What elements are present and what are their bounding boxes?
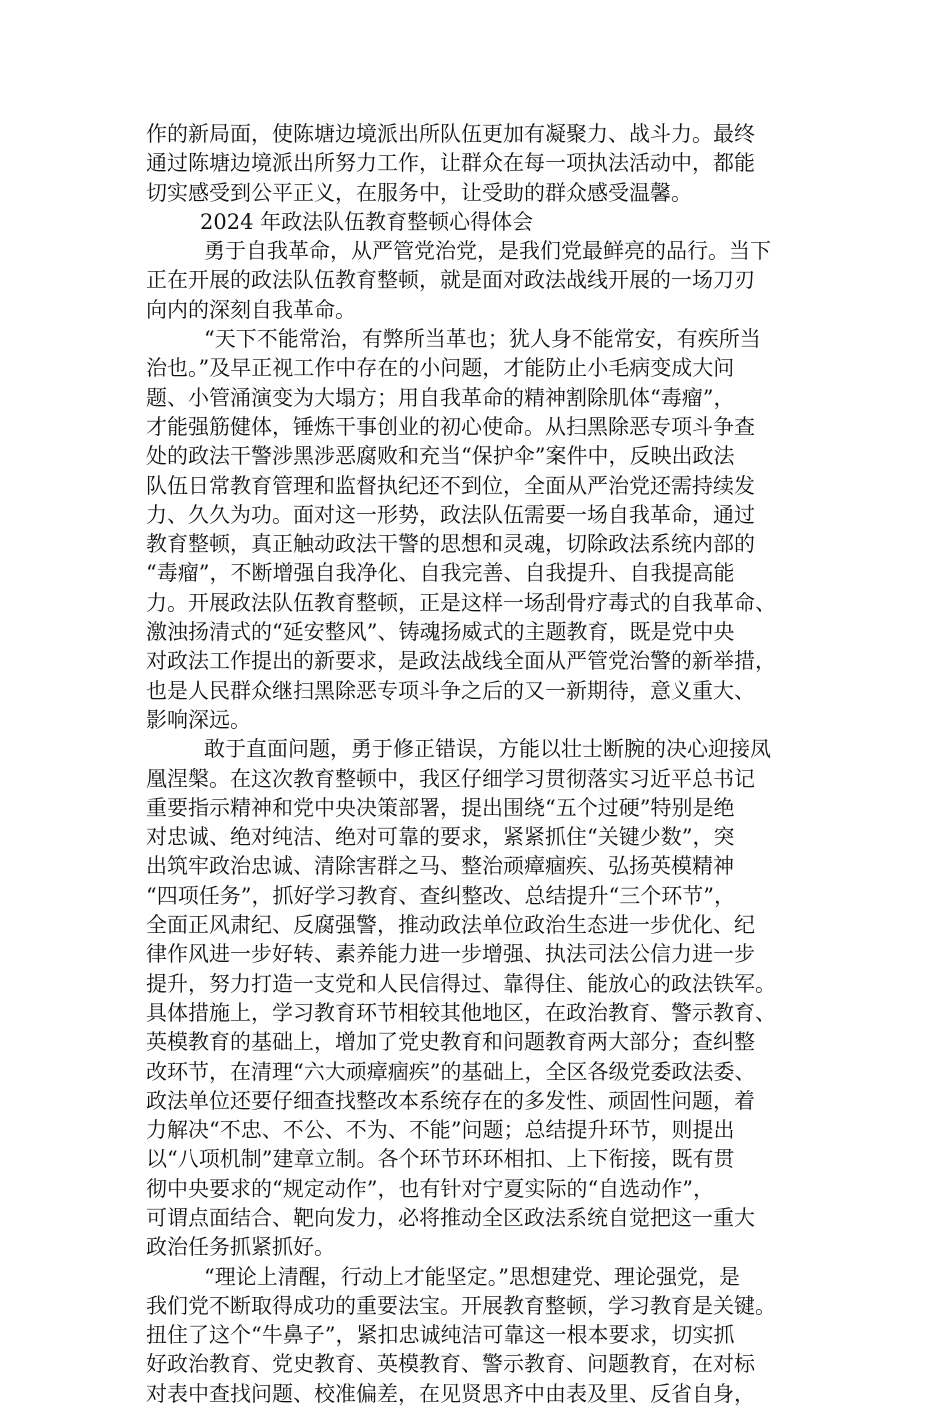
text-line: 好政治教育、党史教育、英模教育、警示教育、问题教育，在对标: [146, 1352, 755, 1377]
text-line: 处的政法干警涉黑涉恶腐败和充当“保护伞”案件中，反映出政法: [146, 444, 735, 469]
text-line: 政法单位还要仔细查找整改本系统存在的多发性、顽固性问题，着: [146, 1088, 755, 1113]
text-line: 作的新局面，使陈塘边境派出所队伍更加有凝聚力、战斗力。最终: [146, 122, 755, 146]
text-line: 英模教育的基础上，增加了党史教育和问题教育两大部分；查纠整: [146, 1030, 755, 1055]
paragraph-first-line: 勇于自我革命，从严管党治党，是我们党最鲜亮的品行。当下: [204, 239, 771, 264]
paragraph-first-line: 敢于直面问题，勇于修正错误，方能以壮士断腕的决心迎接凤: [204, 737, 771, 762]
text-line: 力。开展政法队伍教育整顿，正是这样一场刮骨疗毒式的自我革命、: [146, 590, 776, 615]
paragraph-first-line: “理论上清醒，行动上才能坚定。”思想建党、理论强党，是: [204, 1264, 740, 1289]
text-line: 我们党不断取得成功的重要法宝。开展教育整顿，学习教育是关键。: [146, 1293, 776, 1318]
text-line: 提升，努力打造一支党和人民信得过、靠得住、能放心的政法铁军。: [146, 971, 776, 996]
text-line: 也是人民群众继扫黑除恶专项斗争之后的又一新期待，意义重大、: [146, 678, 755, 703]
text-line: 影响深远。: [146, 707, 251, 732]
text-line: 以“八项机制”建章立制。各个环节环环相扣、上下衔接，既有贯: [146, 1147, 735, 1172]
text-line: 对忠诚、绝对纯洁、绝对可靠的要求，紧紧抓住“关键少数”，突: [146, 825, 735, 850]
text-line: 才能强筋健体，锤炼干事创业的初心使命。从扫黑除恶专项斗争查: [146, 414, 755, 439]
text-line: 出筑牢政治忠诚、清除害群之马、整治顽瘴痼疾、弘扬英模精神: [146, 854, 734, 879]
text-line: 改环节，在清理“六大顽瘴痼疾”的基础上，全区各级党委政法委、: [146, 1059, 756, 1084]
text-line: 题、小管涌演变为大塌方；用自我革命的精神割除肌体“毒瘤”，: [146, 385, 735, 410]
text-line: 全面正风肃纪、反腐强警，推动政法单位政治生态进一步优化、纪: [146, 913, 755, 938]
text-line: 切实感受到公平正义，在服务中，让受助的群众感受温馨。: [146, 180, 692, 205]
text-line: 激浊扬清式的“延安整风”、铸魂扬威式的主题教育，既是党中央: [146, 620, 735, 645]
text-line: “毒瘤”，不断增强自我净化、自我完善、自我提升、自我提高能: [146, 561, 735, 586]
text-line: 对政法工作提出的新要求，是政法战线全面从严管党治警的新举措，: [146, 649, 776, 674]
text-line: 可谓点面结合、靶向发力，必将推动全区政法系统自觉把这一重大: [146, 1205, 755, 1230]
text-line: 政治任务抓紧抓好。: [146, 1235, 335, 1260]
text-line: 通过陈塘边境派出所努力工作，让群众在每一项执法活动中，都能: [146, 151, 755, 176]
document-body: [146, 120, 816, 1409]
text-line: 正在开展的政法队伍教育整顿，就是面对政法战线开展的一场刀刃: [146, 268, 755, 293]
paragraph-first-line: “天下不能常治，有弊所当革也；犹人身不能常安，有疾所当: [204, 327, 761, 352]
text-line: 向内的深刻自我革命。: [146, 297, 356, 322]
text-line: 重要指示精神和党中央决策部署，提出围绕“五个过硬”特别是绝: [146, 795, 735, 820]
text-line: 治也。”及早正视工作中存在的小问题，才能防止小毛病变成大问: [146, 356, 735, 381]
text-line: “四项任务”，抓好学习教育、查纠整改、总结提升“三个环节”，: [146, 883, 735, 908]
text-line: 凰涅槃。在这次教育整顿中，我区仔细学习贯彻落实习近平总书记: [146, 766, 755, 791]
text-line: 队伍日常教育管理和监督执纪还不到位，全面从严治党还需持续发: [146, 473, 755, 498]
text-line: 教育整顿，真正触动政法干警的思想和灵魂，切除政法系统内部的: [146, 532, 755, 557]
text-line: 扭住了这个“牛鼻子”，紧扣忠诚纯洁可靠这一根本要求，切实抓: [146, 1323, 735, 1348]
text-line: 力、久久为功。面对这一形势，政法队伍需要一场自我革命，通过: [146, 502, 755, 527]
text-line: 对表中查找问题、校准偏差，在见贤思齐中由表及里、反省自身，: [146, 1381, 755, 1406]
text-line: 彻中央要求的“规定动作”，也有针对宁夏实际的“自选动作”，: [146, 1176, 714, 1201]
section-title: 2024 年政法队伍教育整顿心得体会: [200, 209, 534, 234]
text-line: 力解决“不忠、不公、不为、不能”问题；总结提升环节，则提出: [146, 1118, 735, 1143]
text-line: 律作风进一步好转、素养能力进一步增强、执法司法公信力进一步: [146, 942, 755, 967]
text-line: 具体措施上，学习教育环节相较其他地区，在政治教育、警示教育、: [146, 1000, 776, 1025]
